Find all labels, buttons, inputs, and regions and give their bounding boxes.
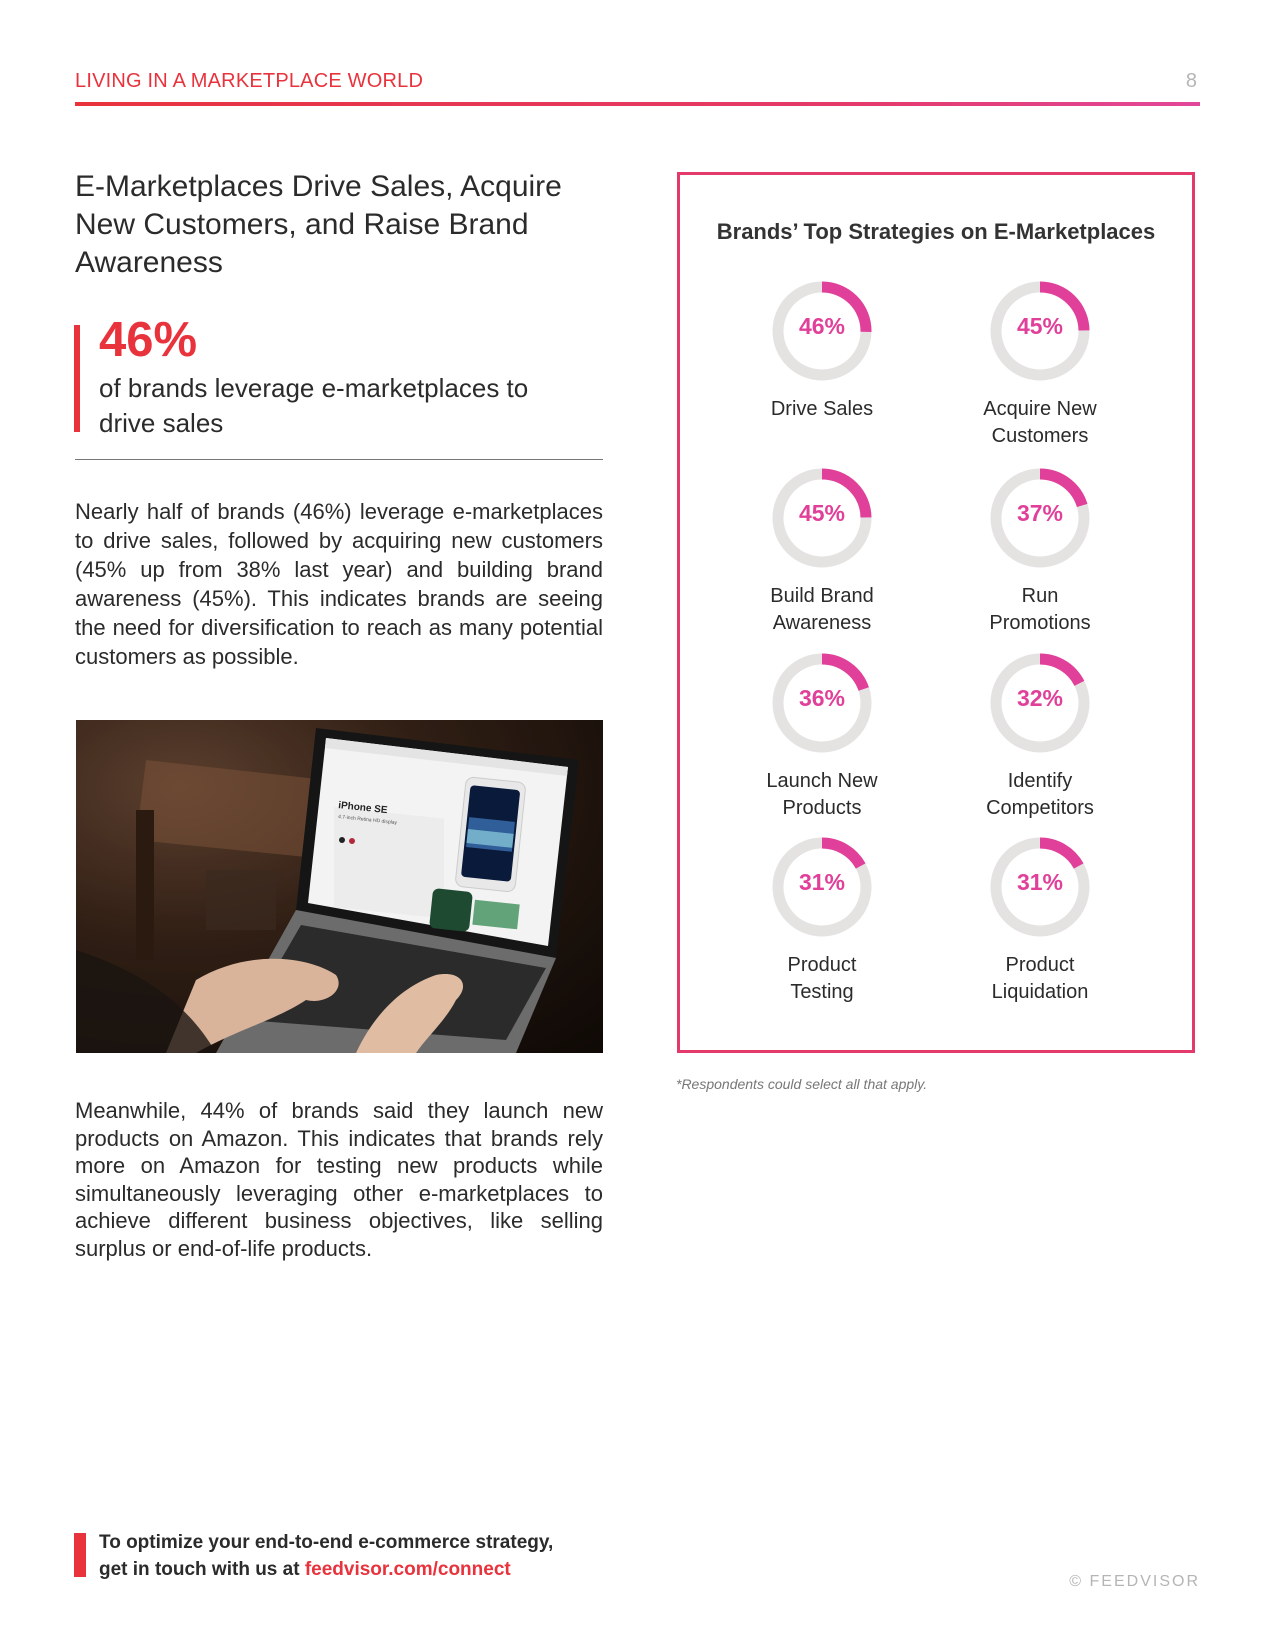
- chart-footnote: *Respondents could select all that apply.: [676, 1076, 928, 1092]
- donut-value: 37%: [1016, 500, 1064, 526]
- donut-chart: [770, 466, 874, 570]
- connect-link[interactable]: feedvisor.com/connect: [304, 1559, 511, 1580]
- laptop-shopping-photo: [76, 720, 603, 1053]
- cta-text: [99, 1529, 599, 1583]
- donut-label: Build Brand Awareness: [770, 585, 874, 634]
- donut-value: 31%: [1016, 869, 1064, 895]
- donut-label: Identify Competitors: [986, 770, 1094, 819]
- copyright: © FEEDVISOR: [1069, 1573, 1200, 1590]
- screen-product-name: iPhone SE: [337, 800, 389, 817]
- donut-chart: [988, 466, 1092, 570]
- donut-value: 32%: [1016, 685, 1064, 711]
- body-paragraph-2: Meanwhile, 44% of brands said they launch new products on Amazon. This indicates that brands rely more on Amazon for testing new products while simultaneously leveraging other e-marketplaces to achieve different business objectives, like selling surplus or end-of-life products.: [75, 1098, 603, 1261]
- highlight-stat-caption: of brands leverage e-marketplaces to drive sales: [99, 373, 529, 438]
- chart-title: Brands’ Top Strategies on E-Marketplaces: [716, 219, 1156, 244]
- highlight-stat-value: 46%: [99, 313, 198, 367]
- body-paragraph-1: Nearly half of brands (46%) leverage e-marketplaces to drive sales, followed by acquiring new customers (45% up from 38% last year) and building brand awareness (45%). This indicates brands are seeing the need for diversification to reach as many potential customers as possible.: [75, 499, 603, 669]
- donut-value: 46%: [798, 313, 846, 339]
- screen-product-subtitle: 4.7-inch Retina HD display: [337, 814, 398, 827]
- page-number: 8: [1185, 70, 1197, 92]
- header-title: LIVING IN A MARKETPLACE WORLD: [75, 70, 424, 92]
- donut-label: Product Liquidation: [991, 954, 1089, 1003]
- strategies-chart-panel: [677, 172, 1195, 1053]
- donut-value: 31%: [798, 869, 846, 895]
- donut-chart: [988, 835, 1092, 939]
- donut-label: Product Testing: [787, 954, 857, 1003]
- donut-value: 45%: [798, 500, 846, 526]
- highlight-accent-bar: [74, 325, 80, 432]
- donut-chart: [770, 651, 874, 755]
- header-rule: [75, 102, 1200, 106]
- donut-label: Run Promotions: [989, 585, 1091, 634]
- cta-accent-bar: [74, 1533, 86, 1577]
- section-divider: [75, 459, 603, 460]
- donut-value: 36%: [798, 685, 846, 711]
- donut-chart: [988, 651, 1092, 755]
- cta-line-2-prefix: get in touch with us at: [99, 1559, 305, 1580]
- donut-chart: [770, 279, 874, 383]
- donut-value: 45%: [1016, 313, 1064, 339]
- cta-line-1: To optimize your end-to-end e-commerce strategy,: [99, 1532, 554, 1553]
- donut-label: Acquire New Customers: [983, 398, 1097, 447]
- section-heading: E-Marketplaces Drive Sales, Acquire New Customers, and Raise Brand Awareness: [75, 170, 562, 279]
- donut-label: Drive Sales: [770, 398, 874, 420]
- donut-chart: [988, 279, 1092, 383]
- donut-label: Launch New Products: [766, 770, 878, 819]
- donut-chart: [770, 835, 874, 939]
